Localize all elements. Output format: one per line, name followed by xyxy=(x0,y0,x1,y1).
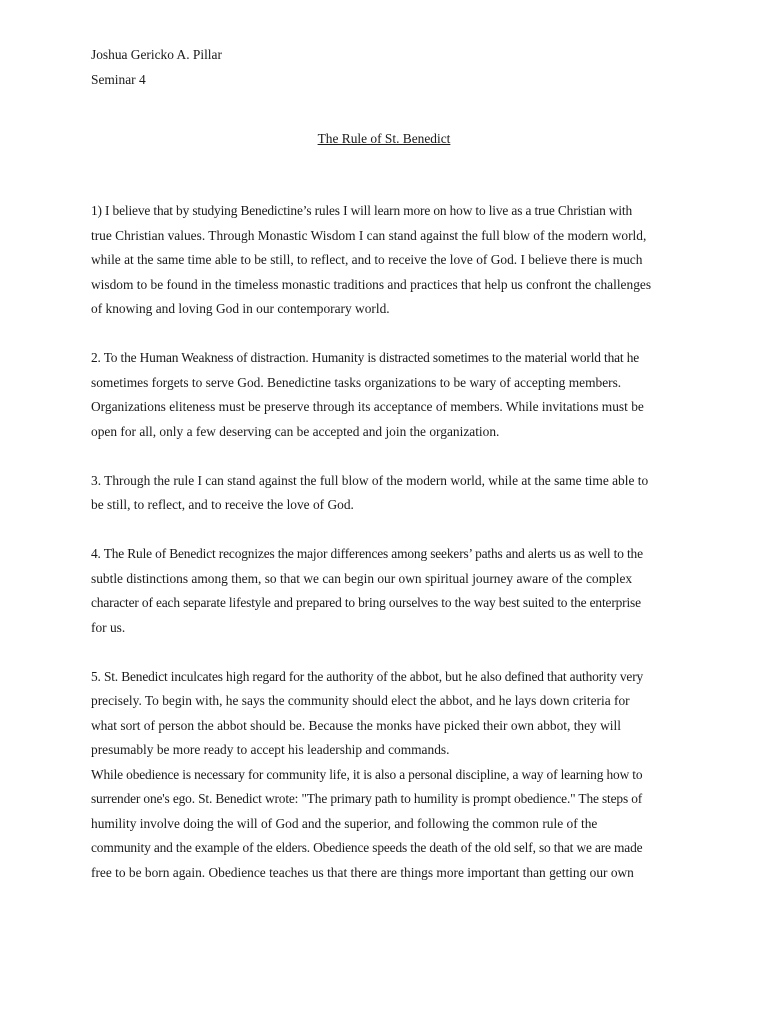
paragraph-line: community and the example of the elders. Obedience speeds the death of the old self, so that we are made xyxy=(91,840,643,855)
paragraph-line: open for all, only a few deserving can be accepted and join the organization. xyxy=(91,423,500,439)
paragraph-line: surrender one's ego. St. Benedict wrote: "The primary path to humility is prompt obedience." The steps of xyxy=(91,791,643,806)
paragraph-line: 5. St. Benedict inculcates high regard for the authority of the abbot, but he also defined that authority very xyxy=(91,668,644,684)
paragraph-gap xyxy=(91,444,687,469)
course-name: Seminar 4 xyxy=(91,72,146,87)
paragraph-line: true Christian values. Through Monastic Wisdom I can stand against the full blow of the modern world, xyxy=(91,227,647,243)
paragraph-line: 2. To the Human Weakness of distraction. Humanity is distracted sometimes to the material world that he xyxy=(91,350,640,365)
paragraph-line: Organizations eliteness must be preserve through its acceptance of members. While invitations must be xyxy=(91,399,644,414)
paragraph-line: sometimes forgets to serve God. Benedictine tasks organizations to be wary of accepting members. xyxy=(91,374,622,390)
paragraph-line: for us. xyxy=(91,619,126,635)
document-body xyxy=(91,199,687,885)
paragraph-gap xyxy=(91,322,687,347)
paragraph-line: 1) I believe that by studying Benedictine’s rules I will learn more on how to live as a true Christian with xyxy=(91,203,633,218)
paragraph-1 xyxy=(91,199,687,322)
paragraph-line: While obedience is necessary for community life, it is also a personal discipline, a way of learning how to xyxy=(91,766,643,782)
paragraph-line: presumably be more ready to accept his leadership and commands. xyxy=(91,742,450,757)
paragraph-line: what sort of person the abbot should be. Because the monks have picked their own abbot, they will xyxy=(91,717,621,733)
paragraph-line: 3. Through the rule I can stand against the full blow of the modern world, while at the same time able to xyxy=(91,472,649,488)
paragraph-line: wisdom to be found in the timeless monastic traditions and practices that help us confront the challenges xyxy=(91,276,652,292)
paragraph-line: be still, to reflect, and to receive the love of God. xyxy=(91,497,354,512)
document-header xyxy=(91,42,222,92)
paragraph-gap xyxy=(91,640,687,665)
paragraph-gap xyxy=(91,518,687,543)
paragraph-line: humility involve doing the will of God and the superior, and following the common rule of the xyxy=(91,815,598,831)
paragraph-line: character of each separate lifestyle and prepared to bring ourselves to the way best suited to the enterprise xyxy=(91,595,641,610)
paragraph-3 xyxy=(91,469,687,518)
paragraph-line: of knowing and loving God in our contemporary world. xyxy=(91,301,390,316)
paragraph-line: 4. The Rule of Benedict recognizes the major differences among seekers’ paths and alerts us as well to the xyxy=(91,546,643,561)
document-title: The Rule of St. Benedict xyxy=(317,131,451,146)
paragraph-line: while at the same time able to be still, to reflect, and to receive the love of God. I believe there is much xyxy=(91,252,643,267)
paragraph-2 xyxy=(91,346,687,444)
paragraph-line: free to be born again. Obedience teaches us that there are things more important than getting our own xyxy=(91,864,634,880)
paragraph-line: subtle distinctions among them, so that we can begin our own spiritual journey aware of the complex xyxy=(91,570,633,586)
paragraph-line: precisely. To begin with, he says the community should elect the abbot, and he lays down criteria for xyxy=(91,693,630,708)
paragraph-5 xyxy=(91,665,687,886)
author-name: Joshua Gericko A. Pillar xyxy=(91,47,222,62)
paragraph-4 xyxy=(91,542,687,640)
